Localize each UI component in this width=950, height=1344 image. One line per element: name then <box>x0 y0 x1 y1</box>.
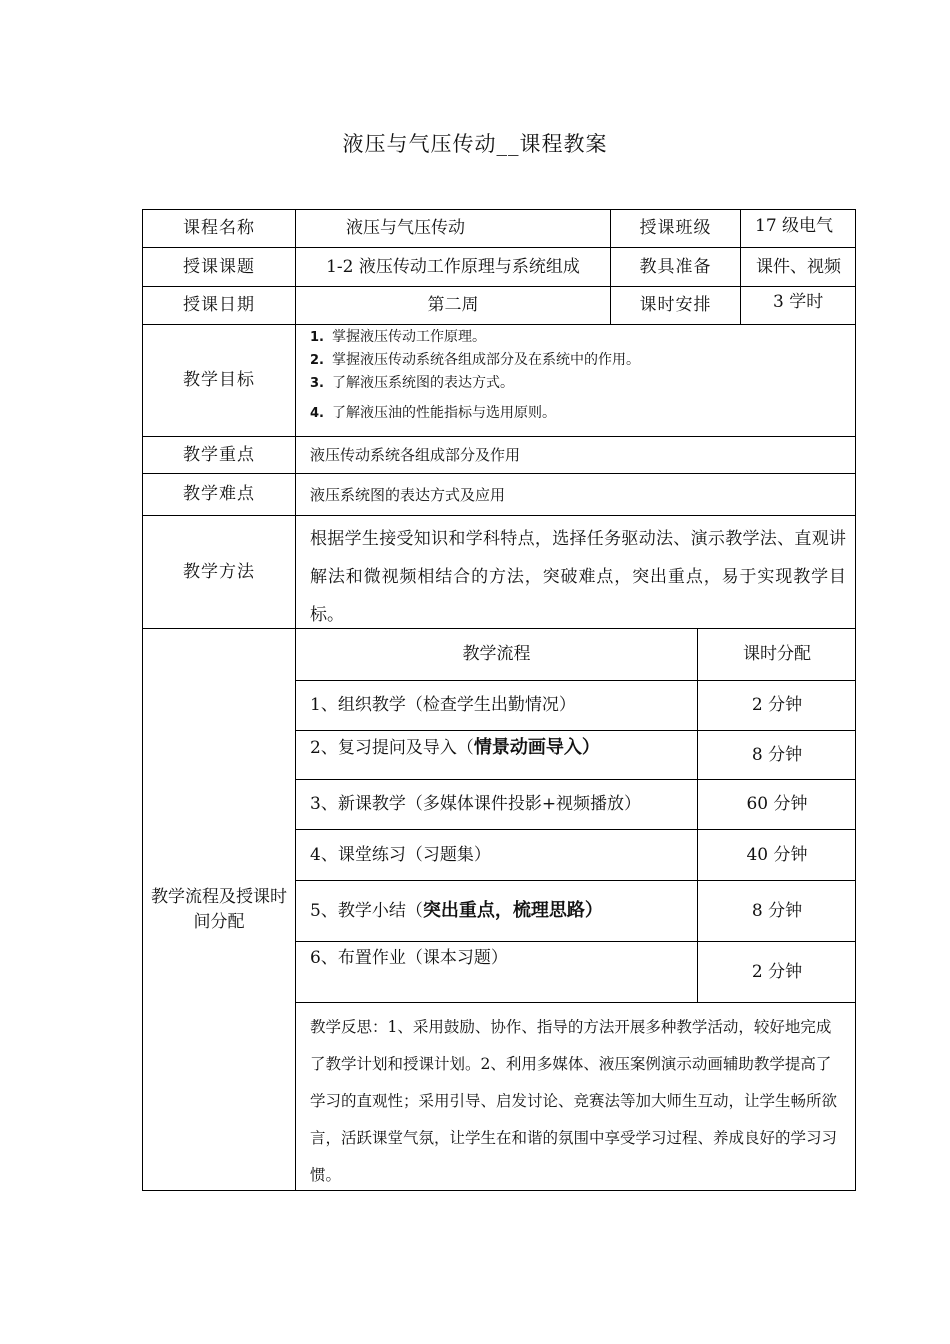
flow-row-text: 3、新课教学（多媒体课件投影+视频播放） <box>295 779 697 829</box>
date-label: 授课日期 <box>142 286 295 324</box>
course-name-label: 课程名称 <box>142 209 295 247</box>
tools-value: 课件、视频 <box>740 247 856 286</box>
flow-row-text: 6、布置作业（课本习题） <box>295 941 697 1002</box>
class-label: 授课班级 <box>610 209 740 247</box>
key-points-value: 液压传动系统各组成部分及作用 <box>295 436 856 473</box>
flow-row-time: 40 分钟 <box>697 829 856 880</box>
flow-row-time: 2 分钟 <box>697 941 856 1002</box>
goals-label: 教学目标 <box>142 324 295 436</box>
method-label: 教学方法 <box>142 515 295 628</box>
reflection-text: 教学反思：1、采用鼓励、协作、指导的方法开展多种教学活动，较好地完成了教学计划和授课计划。2、利用多媒体、液压案例演示动画辅助教学提高了学习的直观性；采用引导、启发讨论、竞赛法等加大师生互动，让学生畅所欲言，活跃课堂气氛，让学生在和谐的氛围中享受学习过程、养成良好的学习习惯。 <box>295 1002 856 1191</box>
topic-value: 1-2 液压传动工作原理与系统组成 <box>295 247 610 286</box>
hours-label: 课时安排 <box>610 286 740 324</box>
flow-label: 教学流程及授课时间分配 <box>142 628 295 1191</box>
page-title: 液压与气压传动__课程教案 <box>342 132 608 156</box>
key-points-label: 教学重点 <box>142 436 295 473</box>
date-value: 第二周 <box>295 286 610 324</box>
course-name-value: 液压与气压传动 <box>295 209 610 247</box>
goals-list <box>295 324 856 436</box>
flow-row-time: 8 分钟 <box>697 880 856 941</box>
hours-value: 3 学时 <box>740 286 856 324</box>
goal-item: 1. 掌握液压传动工作原理。 <box>310 329 486 345</box>
flow-row-time: 60 分钟 <box>697 779 856 829</box>
tools-label: 教具准备 <box>610 247 740 286</box>
flow-header-time: 课时分配 <box>697 628 856 680</box>
flow-row-text: 2、复习提问及导入（情景动画导入） <box>295 730 697 779</box>
flow-row-time: 8 分钟 <box>697 730 856 779</box>
class-value: 17 级电气 <box>740 209 856 247</box>
difficulties-value: 液压系统图的表达方式及应用 <box>295 473 856 515</box>
topic-label: 授课课题 <box>142 247 295 286</box>
goal-item: 2. 掌握液压传动系统各组成部分及在系统中的作用。 <box>310 352 640 368</box>
goal-item: 3. 了解液压系统图的表达方式。 <box>310 375 514 391</box>
lesson-plan-table <box>142 209 856 1191</box>
flow-row-text: 4、课堂练习（习题集） <box>295 829 697 880</box>
flow-row-text: 1、组织教学（检查学生出勤情况） <box>295 680 697 730</box>
flow-header-process: 教学流程 <box>295 628 697 680</box>
method-text: 根据学生接受知识和学科特点，选择任务驱动法、演示教学法、直观讲解法和微视频相结合的方法，突破难点，突出重点，易于实现教学目标。 <box>295 515 856 628</box>
goal-item: 4. 了解液压油的性能指标与选用原则。 <box>310 405 556 421</box>
flow-row-text: 5、教学小结（ 突出重点，梳理思路 ） <box>295 880 697 941</box>
flow-row-time: 2 分钟 <box>697 680 856 730</box>
difficulties-label: 教学难点 <box>142 473 295 515</box>
